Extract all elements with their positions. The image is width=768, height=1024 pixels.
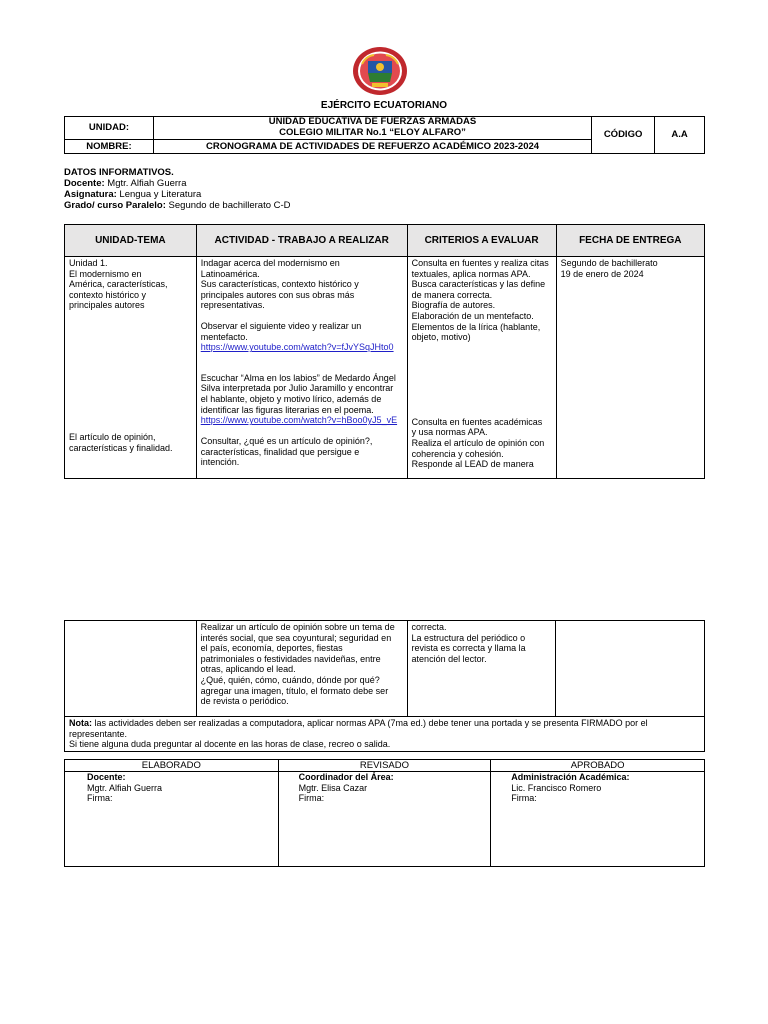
- header-activity: ACTIVIDAD - TRABAJO A REALIZAR: [196, 225, 407, 257]
- youtube-link-mentefacto[interactable]: https://www.youtube.com/watch?v=fJvYSqJHto0: [200, 342, 394, 353]
- header-due-date: FECHA DE ENTREGA: [556, 225, 704, 257]
- activity-line: intención.: [200, 457, 240, 468]
- code-label: CÓDIGO: [592, 117, 655, 154]
- criteria-line: La estructura del periódico o: [411, 632, 526, 643]
- due-date-line: Segundo de bachillerato: [560, 258, 658, 268]
- name-docente: Mgtr. Alfiah Guerra: [87, 782, 163, 793]
- schedule-header-row: [65, 225, 705, 257]
- activity-line: Latinoamérica.: [200, 268, 260, 279]
- topic-line: El artículo de opinión,: [69, 432, 156, 443]
- grade-label: Grado/ curso Paralelo:: [64, 200, 166, 211]
- activity-line: Sus características, contexto histórico y: [200, 279, 359, 290]
- criteria-line: Busca características y las define: [411, 279, 546, 290]
- criteria-line: Consulta en fuentes académicas: [411, 416, 543, 427]
- criteria-cell: [407, 621, 556, 717]
- criteria-line: correcta.: [411, 622, 447, 632]
- criteria-line: Realiza el artículo de opinión con: [411, 438, 545, 449]
- code-value: A.A: [655, 117, 705, 154]
- due-date-line: 19 de enero de 2024: [560, 268, 644, 279]
- info-section: [64, 167, 291, 211]
- topic-line: El modernismo en: [69, 268, 142, 279]
- school-line-2: COLEGIO MILITAR No.1 “ELOY ALFARO”: [279, 126, 466, 138]
- criteria-line: Biografía de autores.: [411, 300, 496, 311]
- header-table: [64, 116, 705, 154]
- header-criteria: CRITERIOS A EVALUAR: [407, 225, 556, 257]
- activity-line: el hablante, objeto y motivo lírico, además de: [200, 394, 382, 405]
- activity-line: Observar el siguiente video y realizar un: [200, 321, 362, 332]
- youtube-link-poem[interactable]: https://www.youtube.com/watch?v=hBoo0yJ5_vE: [200, 415, 398, 426]
- firma-coordinador: Firma:: [298, 793, 325, 804]
- note-text: las actividades deben ser realizadas a computadora, aplicar normas APA (7ma ed.) debe tener una portada y se presenta FIRMADO por el: [92, 718, 648, 728]
- institution-title: EJÉRCITO ECUATORIANO: [320, 100, 448, 111]
- due-date-cell: [556, 257, 704, 479]
- activity-line: interés social, que sea coyuntural; seguridad en: [200, 632, 392, 643]
- grade-value: Segundo de bachillerato C-D: [165, 200, 291, 211]
- topic-cell: [65, 257, 197, 479]
- topic-line: características y finalidad.: [69, 442, 173, 453]
- note-line-2: representante.: [69, 728, 128, 739]
- role-administracion: Administración Académica:: [511, 772, 630, 783]
- teacher-line: [64, 178, 291, 189]
- topic-line: contexto histórico y: [69, 289, 147, 300]
- continuation-table: [64, 620, 705, 752]
- document-title: CRONOGRAMA DE ACTIVIDADES DE REFUERZO ACADÉMICO 2023-2024: [153, 139, 591, 153]
- subject-value: Lengua y Literatura: [116, 189, 202, 200]
- signature-cell-docente: [65, 772, 279, 867]
- firma-administracion: Firma:: [511, 793, 537, 804]
- note-cell: [65, 717, 705, 752]
- name-administracion: Lic. Francisco Romero: [511, 782, 602, 793]
- unit-label: UNIDAD:: [65, 117, 154, 140]
- activity-line: identificar las figuras literarias en el poema.: [200, 404, 374, 415]
- info-heading: DATOS INFORMATIVOS.: [64, 167, 174, 178]
- signature-header-revisado: REVISADO: [278, 760, 491, 772]
- activity-line: ¿Qué, quién, cómo, cuándo, dónde por qué?: [200, 675, 380, 686]
- criteria-line: textuales, aplica normas APA.: [411, 268, 531, 279]
- teacher-value: Mgtr. Alfiah Guerra: [104, 178, 187, 189]
- criteria-line: Elementos de la lírica (hablante,: [411, 321, 541, 332]
- criteria-line: Consulta en fuentes y realiza citas: [411, 258, 549, 268]
- criteria-line: atención del lector.: [411, 653, 487, 664]
- activity-cell: [196, 621, 407, 717]
- military-seal-logo: [352, 46, 408, 96]
- criteria-line: coherencia y cohesión.: [411, 448, 504, 459]
- school-name-cell: [153, 117, 591, 140]
- activity-line: patrimoniales o festividades navideñas, entre: [200, 653, 381, 664]
- note-line-1: [69, 718, 700, 729]
- criteria-line: revista es correcta y llama la: [411, 643, 526, 654]
- note-label: Nota:: [69, 718, 92, 728]
- activity-line: el país, economía, deportes, fiestas: [200, 643, 343, 654]
- signature-cell-administracion: [491, 772, 705, 867]
- criteria-line: de manera correcta.: [411, 289, 493, 300]
- activity-line: Escuchar “Alma en los labios” de Medardo Ángel: [200, 372, 396, 383]
- criteria-line: objeto, motivo): [411, 332, 471, 343]
- activity-line: mentefacto.: [200, 331, 248, 342]
- school-line-1: UNIDAD EDUCATIVA DE FUERZAS ARMADAS: [268, 116, 477, 127]
- name-label: NOMBRE:: [65, 139, 154, 153]
- note-row: [65, 717, 705, 752]
- firma-docente: Firma:: [87, 793, 113, 804]
- table-row: [65, 257, 705, 479]
- activity-line: Consultar, ¿qué es un artículo de opinión?,: [200, 435, 373, 446]
- activity-line: características, finalidad que persigue e: [200, 446, 360, 457]
- activity-line: representativas.: [200, 300, 265, 311]
- grade-line: [64, 200, 291, 211]
- subject-line: [64, 189, 291, 200]
- topic-line: América, características,: [69, 279, 168, 290]
- activity-line: Silva interpretada por Julio Jaramillo y encontrar: [200, 383, 394, 394]
- signatures-table: [64, 759, 705, 867]
- activity-cell: [196, 257, 407, 479]
- name-coordinador: Mgtr. Elisa Cazar: [298, 782, 368, 793]
- schedule-table: [64, 224, 705, 479]
- activity-line: otras, aplicando el lead.: [200, 664, 296, 675]
- activity-line: agregar una imagen, título, el formato debe ser: [200, 685, 389, 696]
- activity-line: principales autores con sus obras más: [200, 289, 355, 300]
- note-line-3: Si tiene alguna duda preguntar al docente en las horas de clase, recreo o salida.: [69, 739, 391, 750]
- criteria-cell: [407, 257, 556, 479]
- teacher-label: Docente:: [64, 178, 105, 189]
- due-date-cell-empty: [556, 621, 705, 717]
- signature-cell-coordinador: [278, 772, 491, 867]
- criteria-line: Elaboración de un mentefacto.: [411, 311, 534, 322]
- criteria-line: Responde al LEAD de manera: [411, 459, 534, 470]
- topic-line: Unidad 1.: [69, 258, 108, 268]
- topic-line: principales autores: [69, 300, 145, 311]
- signature-header-aprobado: APROBADO: [491, 760, 705, 772]
- criteria-line: y usa normas APA.: [411, 427, 488, 438]
- role-coordinador: Coordinador del Área:: [298, 772, 394, 783]
- activity-line: Realizar un artículo de opinión sobre un tema de: [200, 622, 395, 632]
- table-row: [65, 621, 705, 717]
- role-docente: Docente:: [87, 772, 126, 783]
- signature-header-elaborado: ELABORADO: [65, 760, 279, 772]
- activity-line: Indagar acerca del modernismo en: [200, 258, 340, 268]
- activity-line: de revista o periódico.: [200, 696, 289, 707]
- topic-cell-empty: [65, 621, 197, 717]
- subject-label: Asignatura:: [64, 189, 117, 200]
- header-topic: UNIDAD-TEMA: [65, 225, 197, 257]
